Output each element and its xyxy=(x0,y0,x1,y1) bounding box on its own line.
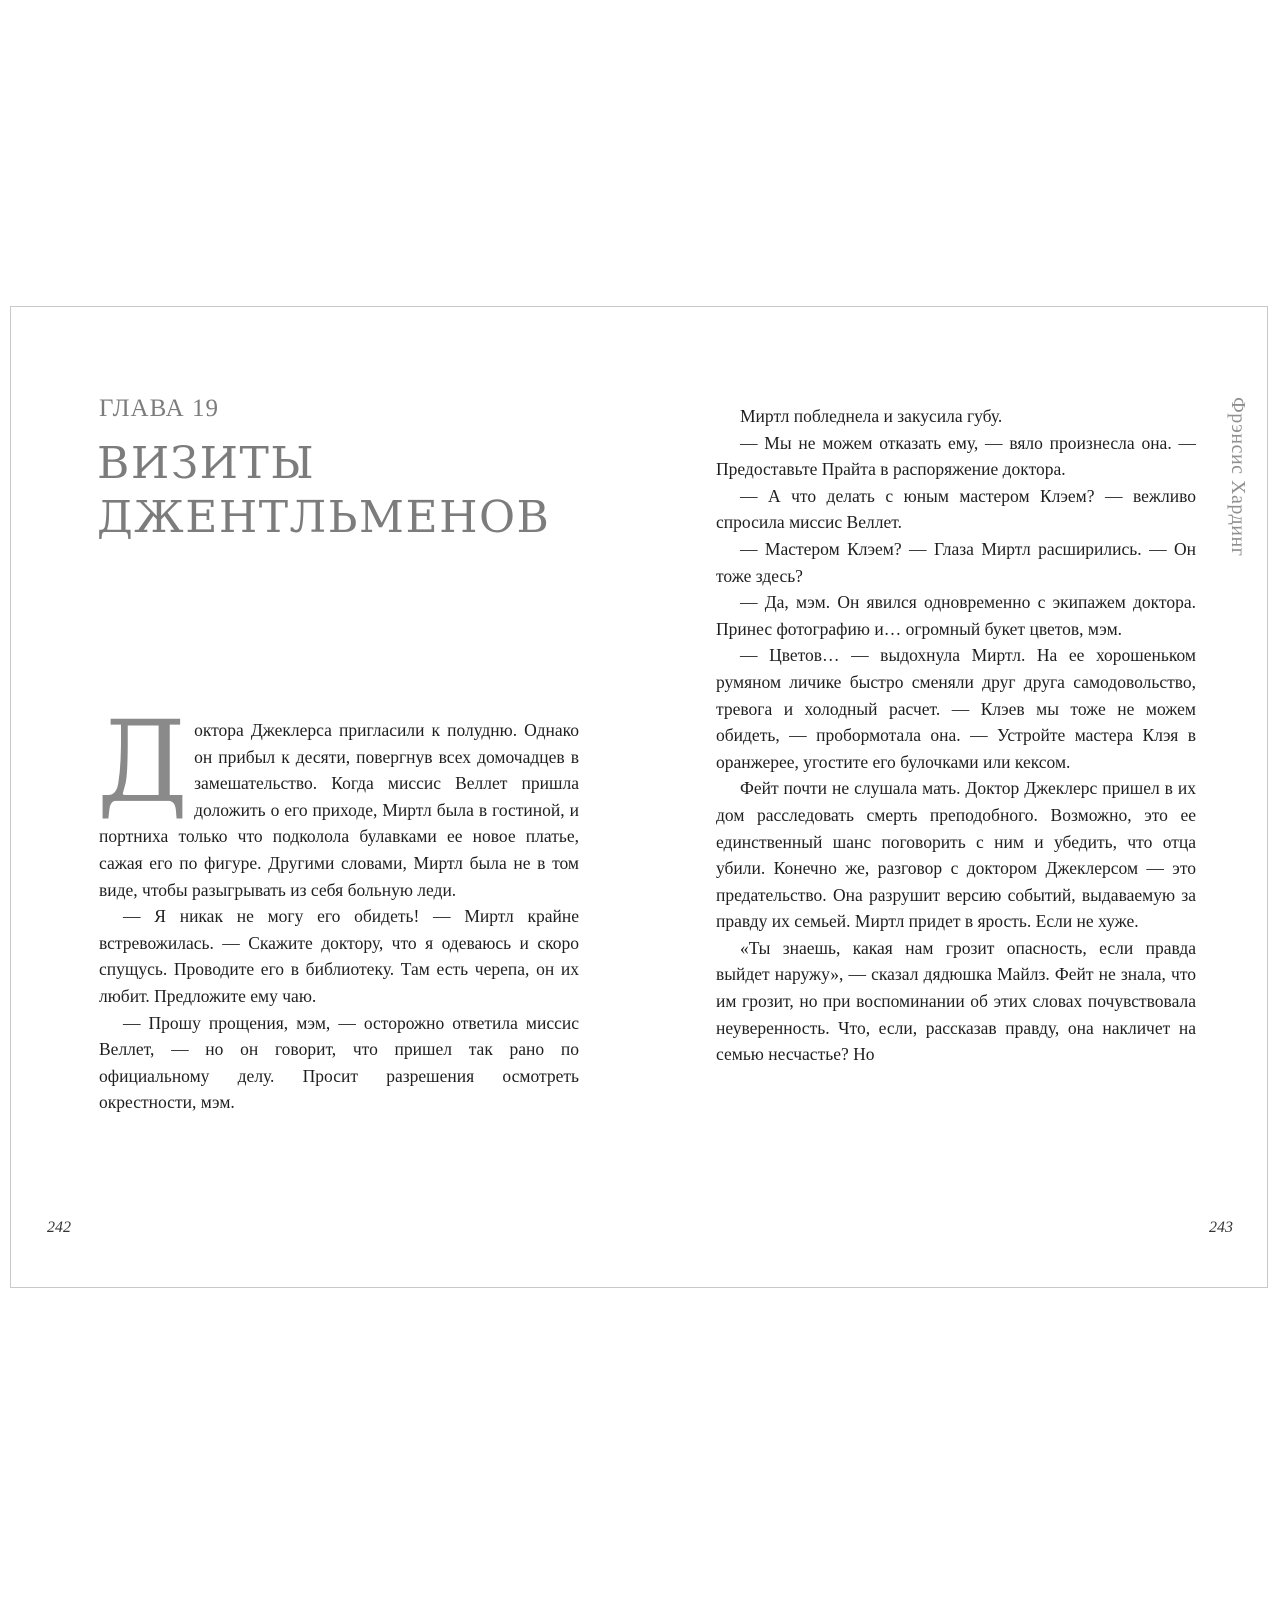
left-page xyxy=(11,307,640,1287)
paragraph xyxy=(97,698,579,903)
paragraph: «Ты знаешь, какая нам грозит опасность, если правда выйдет наружу», — сказал дядюшка Майлз. Фейт не знала, что им грозит, но при воспоминании об этих словах почувствовала неуверенность. Что, если, рассказав правду, она накличет на семью несчастье? Но xyxy=(716,937,1196,1065)
paragraph: — Мы не можем отказать ему, — вяло произнесла она. — Предоставьте Прайта в распоряжение доктора. xyxy=(716,432,1196,480)
running-head-author: Фрэнсис Хардинг xyxy=(1227,397,1249,557)
page-number-right: 243 xyxy=(1209,1219,1233,1236)
paragraph: — Мастером Клэем? — Глаза Миртл расширились. — Он тоже здесь? xyxy=(716,538,1196,586)
chapter-title-line-2: ДЖЕНТЛЬМЕНОВ xyxy=(97,492,551,543)
paragraph-text: октора Джеклерса пригласили к полудню. Однако он прибыл к десяти, повергнув всех домочадцев в замешательство. Когда миссис Веллет пришла доложить о его приходе, Миртл была в гостиной, и портниха только что подколола булавками ее новое платье, сажая его по фигуре. Другими словами, Миртл была не в том виде, чтобы разыгрывать из себя больную леди. xyxy=(99,720,579,900)
chapter-title xyxy=(97,437,550,545)
book-spread xyxy=(10,306,1268,1288)
paragraph: Миртл побледнела и закусила губу. xyxy=(740,406,1003,426)
left-body-text xyxy=(97,698,579,1116)
paragraph: — Прошу прощения, мэм, — осторожно ответила миссис Веллет, — но он говорит, что пришел так рано по официальному делу. Просит разрешения осмотреть окрестности, мэм. xyxy=(99,1012,579,1113)
paragraph: — А что делать с юным мастером Клэем? — вежливо спросила миссис Веллет. xyxy=(716,485,1196,533)
paragraph: — Да, мэм. Он явился одновременно с экипажем доктора. Принес фотографию и… огромный букет цветов, мэм. xyxy=(716,592,1196,639)
paragraph: Фейт почти не слушала мать. Доктор Джеклерс пришел в их дом расследовать смерть преподобного. Возможно, это ее единственный шанс поговорить с ним и убедить, что отца убили. Конечно же, разговор с доктором Джеклерсом — это предательство. Она разрушит версию событий, выдаваемую за правду их семьей. Миртл придет в ярость. Если не хуже. xyxy=(716,778,1196,932)
chapter-label: ГЛАВА 19 xyxy=(99,395,219,422)
right-page xyxy=(640,307,1269,1287)
chapter-title-line-1: ВИЗИТЫ xyxy=(97,438,316,489)
page-number-left: 242 xyxy=(47,1219,71,1236)
drop-cap: Д xyxy=(97,698,189,828)
paragraph: — Я никак не могу его обидеть! — Миртл крайне встревожилась. — Скажите доктору, что я одеваюсь и скоро спущусь. Проводите его в библиотеку. Там есть черепа, он их любит. Предложите ему чаю. xyxy=(99,906,579,1006)
right-body-text xyxy=(716,403,1196,1068)
paragraph: — Цветов… — выдохнула Миртл. На ее хорошеньком румяном личике быстро сменяли друг друга самодовольство, тревога и холодный расчет. — Клэев мы тоже не можем обидеть, — пробормотала она. — Устройте мастера Клэя в оранжерее, угостите его булочками или кексом. xyxy=(716,645,1196,772)
